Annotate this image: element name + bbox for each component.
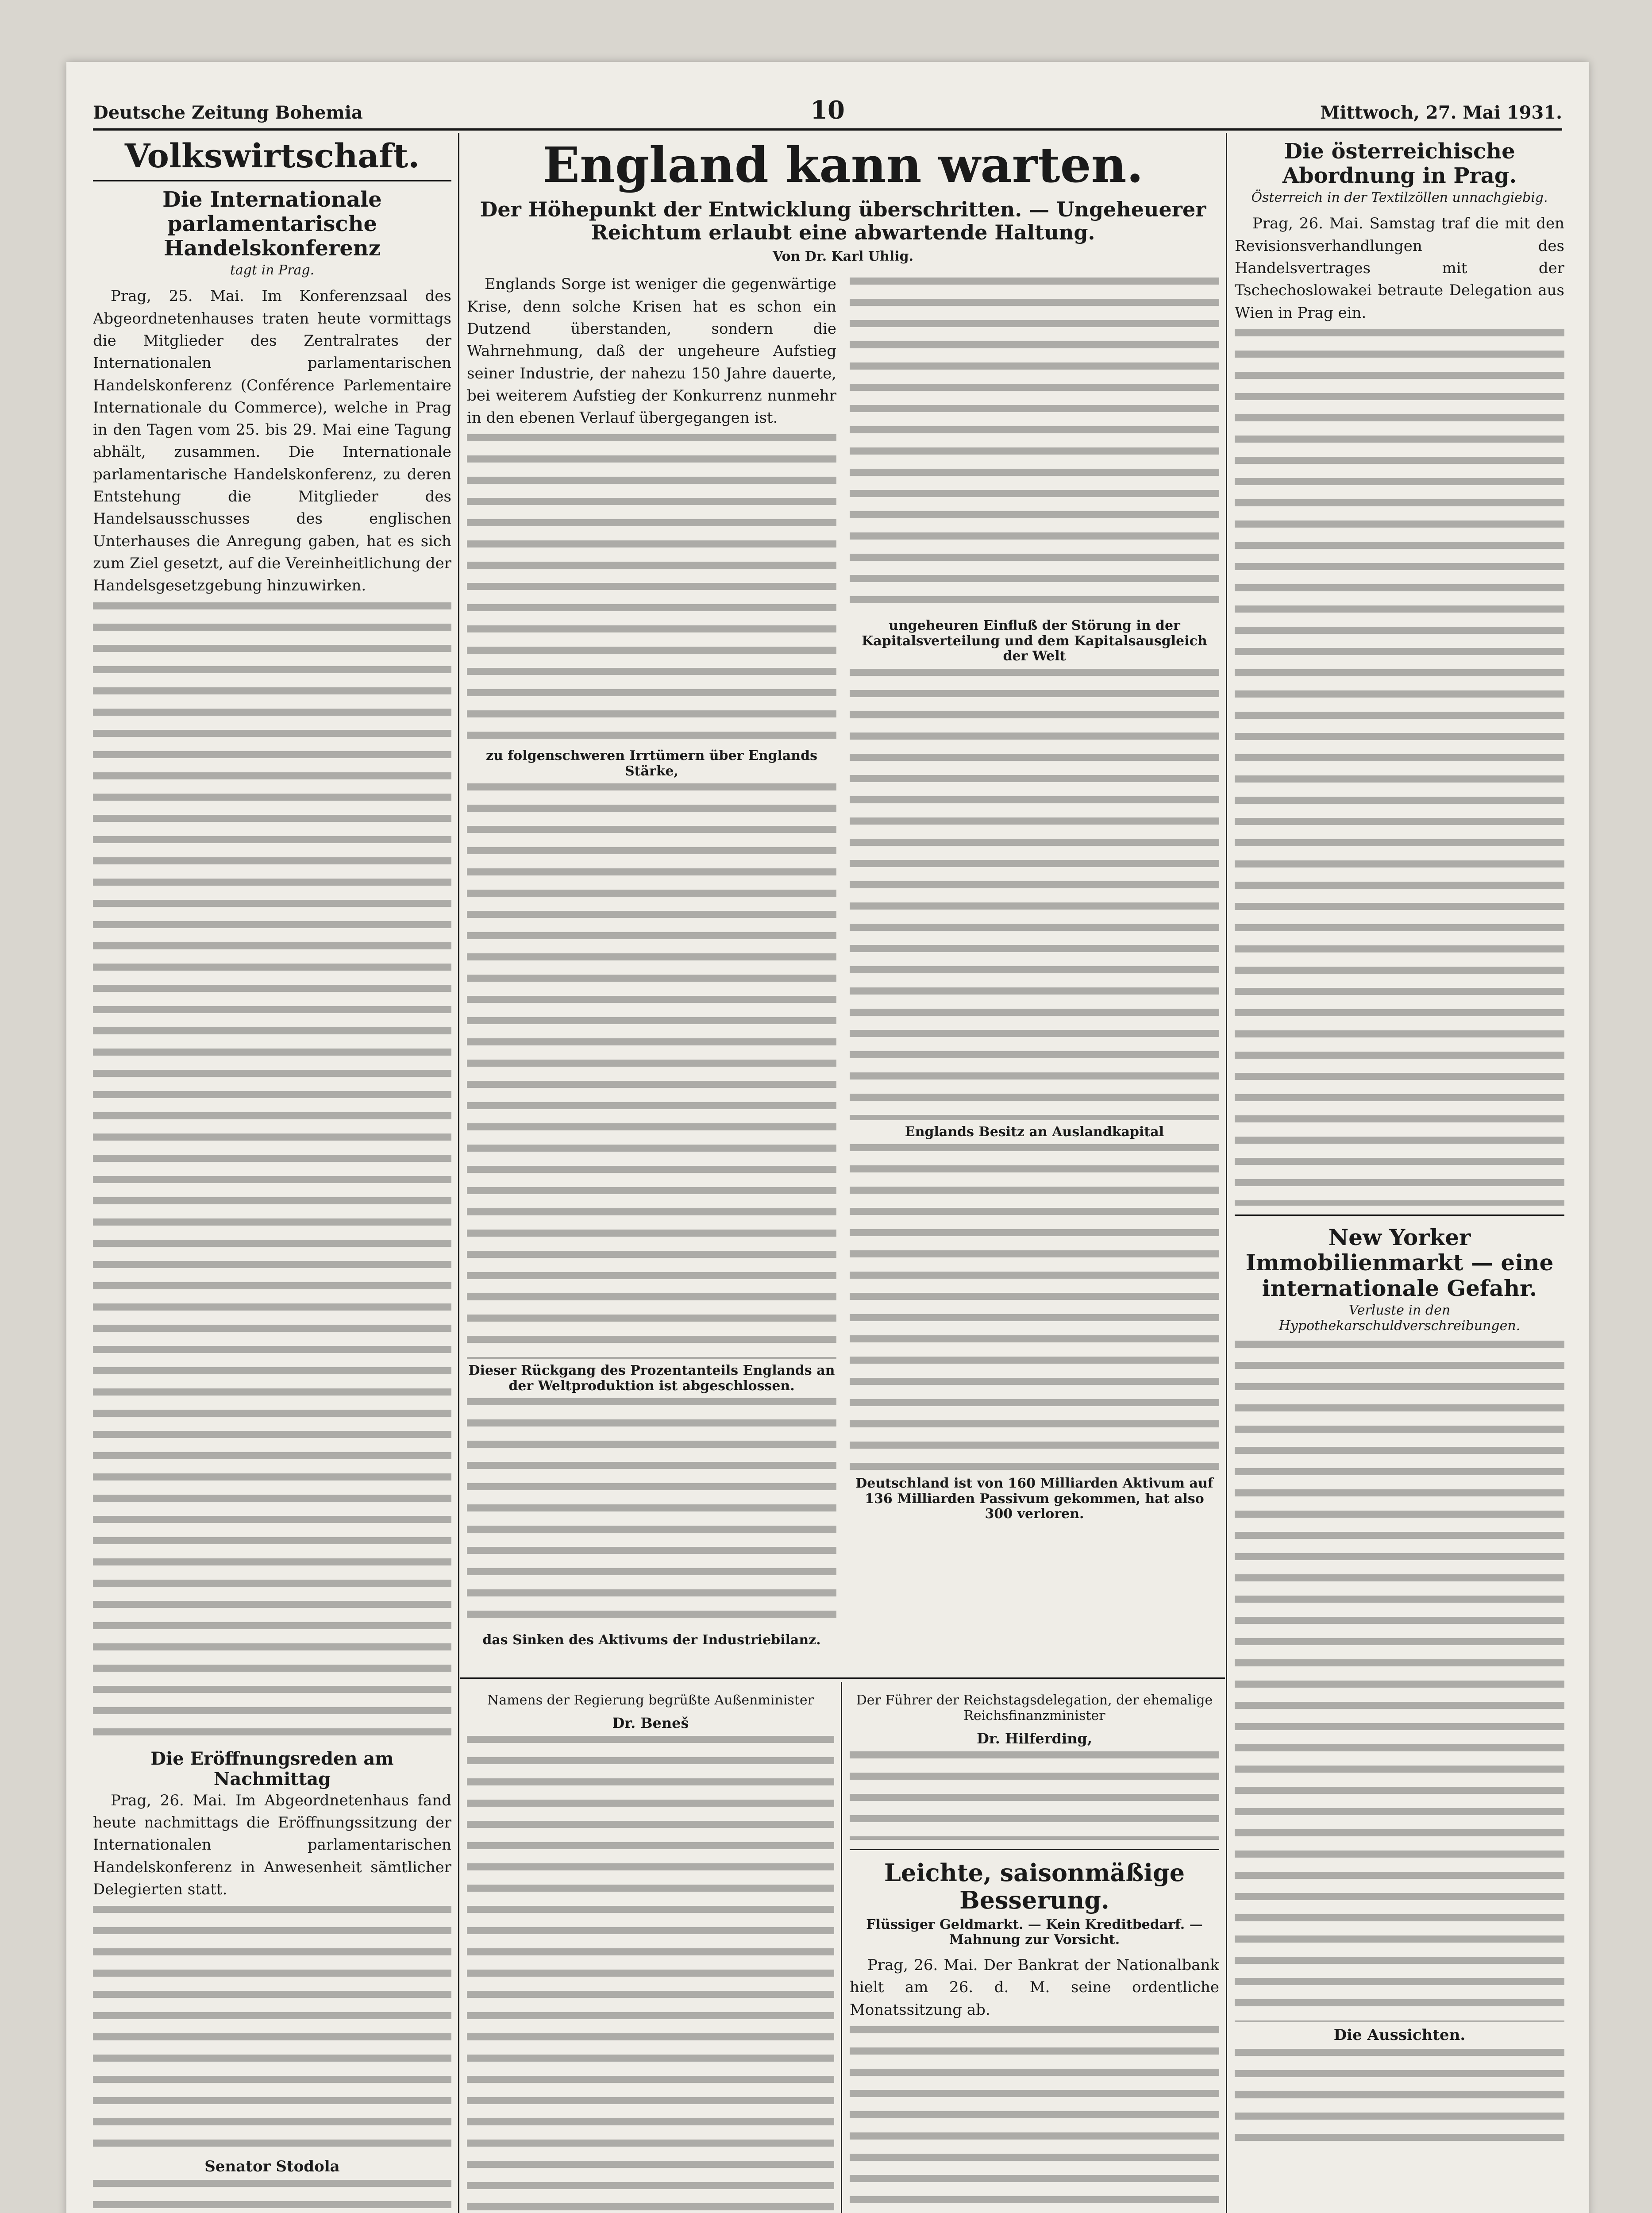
column-rule — [1226, 133, 1227, 2213]
page-number: 10 — [810, 96, 845, 125]
article-text-block — [1235, 2049, 1564, 2155]
article-text-block — [93, 2180, 451, 2213]
newspaper-name: Deutsche Zeitung Bohemia — [93, 102, 363, 123]
byline: Von Dr. Karl Uhlig. — [772, 249, 914, 265]
article-body — [1235, 212, 1564, 324]
article-lead: Prag, 26. Mai. Im Abgeordnetenhaus fand heute nachmittags die Eröffnungssitzung der Internationalen parlamentarischen Handelskonferenz in Anwesenheit sämtlicher Delegierten statt. — [93, 1791, 451, 1898]
inline-heading: zu folgenschweren Irrtümern über Englands Stärke, — [485, 748, 817, 779]
inline-heading: Dieser Rückgang des Prozentanteils Englands an der Weltproduktion ist abgeschlossen. — [468, 1363, 835, 1394]
article-text-block — [93, 602, 451, 1744]
article-heading: New Yorker Immobilienmarkt — eine internationale Gefahr. — [1245, 1224, 1554, 1301]
article-text-block — [850, 278, 1219, 614]
highlight-text: Deutschland ist von 160 Milliarden Aktivum auf 136 Milliarden Passivum gekommen, hat also 300 verloren. — [855, 1476, 1213, 1522]
intro-line: Der Führer der Reichstagsdelegation, der ehemalige Reichsfinanzminister — [856, 1693, 1213, 1723]
article-heading: Leichte, saisonmäßige Besserung. — [884, 1858, 1185, 1914]
article-subline: tagt in Prag. — [230, 262, 315, 278]
speaker-heading: Senator Stodola — [204, 2158, 340, 2176]
article-text-block — [850, 2026, 1219, 2213]
column-center-lower-left — [467, 1691, 834, 2213]
main-deck: Der Höhepunkt der Entwicklung überschritten. — Ungeheuerer Reichtum erlaubt eine abwartende Haltung. — [480, 197, 1206, 245]
article-lead: Prag, 26. Mai. Samstag traf die mit den Revisionsverhandlungen des Handelsvertrages mit der Tschechoslowakei betraute Delegation aus Wien in Prag ein. — [1235, 215, 1564, 322]
inline-heading: das Sinken des Aktivums der Industriebilanz. — [482, 1632, 821, 1648]
article-heading: Die Eröffnungsreden am Nachmittag — [150, 1748, 394, 1789]
speaker-heading: Dr. Beneš — [612, 1715, 689, 1731]
article-body — [93, 285, 451, 597]
article-text-block — [850, 669, 1219, 1120]
article-deck: Flüssiger Geldmarkt. — Kein Kreditbedarf. — Mahnung zur Vorsicht. — [866, 1916, 1203, 1948]
article-subline: Verluste in den Hypothekarschuldverschreibungen. — [1278, 1303, 1521, 1334]
article-body — [850, 1954, 1219, 2021]
article-lead: Prag, 25. Mai. Im Konferenzsaal des Abgeordnetenhauses traten heute vormittags die Mitglieder des Zentralrates der Internationalen parlamentarischen Handelskonferenz (Conférence Parlementaire Internationale du Commerce), welche in Prag in den Tagen vom 25. bis 29. Mai eine Tagung abhält, zusammen. Die Internationale parlamentarische Handelskonferenz, zu deren Entstehung die Mitglieder des Handelsausschusses des englischen Unterhauses die Anregung gaben, hat es sich zum Ziel gesetzt, auf die Vereinheitlichung der Handelsgesetzgebung hinzuwirken. — [93, 287, 451, 595]
main-headline: England kann warten. — [543, 139, 1144, 193]
inline-heading: ungeheuren Einfluß der Störung in der Kapitalsverteilung und dem Kapitalsausgleich der Welt — [862, 618, 1207, 664]
article-subheading: Die Aussichten. — [1333, 2026, 1466, 2044]
article-text-block — [467, 783, 836, 1359]
section-rule — [850, 1849, 1219, 1850]
article-text-block — [850, 1144, 1219, 1472]
inline-heading: Englands Besitz an Auslandkapital — [905, 1124, 1164, 1140]
section-rule — [1235, 1214, 1564, 1216]
article-lead: Prag, 26. Mai. Der Bankrat der Nationalbank hielt am 26. d. M. seine ordentliche Monatssitzung ab. — [850, 1956, 1219, 2019]
article-text-block — [1235, 329, 1564, 1206]
newspaper-page — [66, 62, 1589, 2213]
intro-line: Namens der Regierung begrüßte Außenminister — [487, 1693, 814, 1708]
article-body — [93, 1789, 451, 1901]
article-text-block — [467, 1398, 836, 1628]
column-center-lower-right — [850, 1691, 1219, 2213]
article-text-block — [467, 434, 836, 744]
issue-date: Mittwoch, 27. Mai 1931. — [1320, 102, 1562, 123]
article-text-block — [850, 1751, 1219, 1840]
article-heading: Die österreichische Abordnung in Prag. — [1282, 139, 1517, 189]
column-rule — [841, 1682, 842, 2213]
running-header — [93, 93, 1562, 131]
section-rule — [460, 1677, 1225, 1679]
article-lead: Englands Sorge ist weniger die gegenwärtige Krise, denn solche Krisen hat es schon ein Dutzend überstanden, sondern die Wahrnehmung, daß der ungeheure Aufstieg seiner Industrie, der nahezu 150 Jahre dauerte, bei weiterem Aufstieg der Konkurrenz nunmehr in den ebenen Verlauf übergegangen ist. — [467, 275, 836, 427]
article-heading: Die Internationale parlamentarische Handelskonferenz — [162, 187, 382, 261]
column-right — [1235, 139, 1564, 2213]
column-center — [467, 139, 1219, 1671]
article-text-block — [467, 1736, 834, 2213]
column-left — [93, 139, 451, 2213]
speaker-heading: Dr. Hilferding, — [977, 1730, 1092, 1747]
article-text-block — [1235, 1341, 1564, 2022]
article-text-block — [93, 1906, 451, 2154]
column-rule — [458, 133, 459, 2213]
title-rule — [93, 180, 451, 181]
section-title: Volkswirtschaft. — [124, 139, 420, 175]
two-column-body — [467, 273, 1219, 1653]
article-body — [467, 273, 836, 429]
body-subcolumn — [467, 273, 836, 1653]
body-subcolumn — [850, 273, 1219, 1653]
article-subline: Österreich in der Textilzöllen unnachgiebig. — [1251, 190, 1548, 206]
